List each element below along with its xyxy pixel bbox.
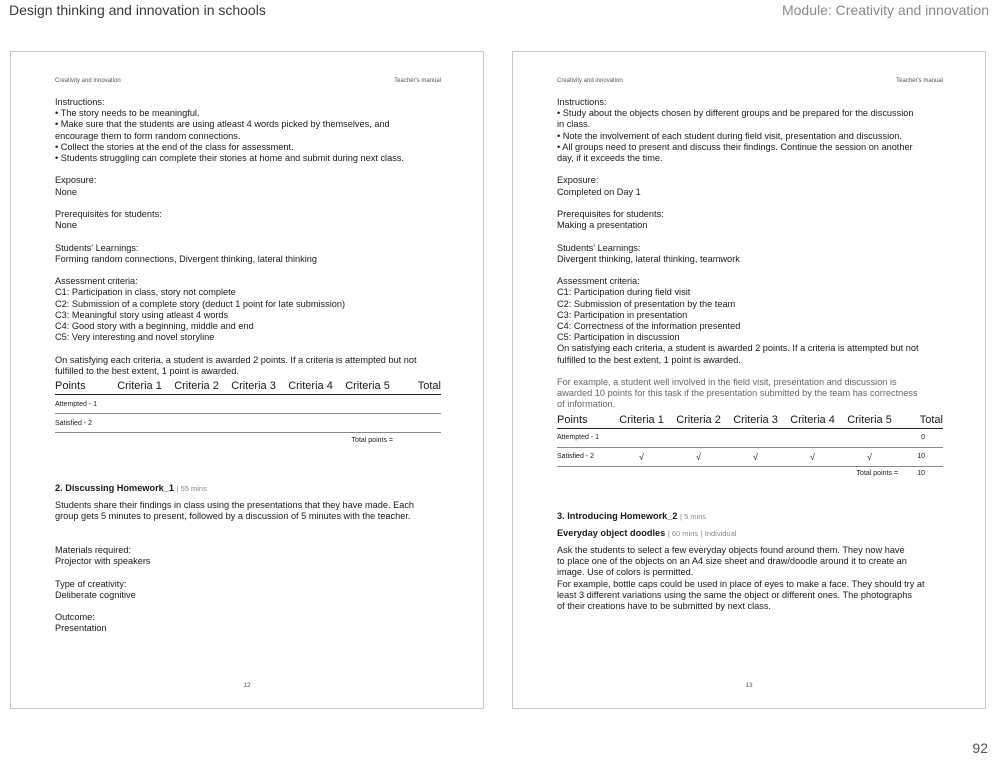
learnings-label: Students' Learnings: xyxy=(557,242,641,253)
table-header-cell: Criteria 3 xyxy=(733,413,778,426)
activity-duration: 60 mins xyxy=(671,528,699,538)
table-total-row xyxy=(557,467,943,481)
table-header-cell: Criteria 5 xyxy=(847,413,892,426)
table-row xyxy=(557,448,943,467)
exposure-label: Exposure: xyxy=(55,175,97,186)
exposure-value: None xyxy=(55,186,77,197)
row-label: Satisfied - 2 xyxy=(55,419,92,427)
prerequisites-label: Prerequisites for students: xyxy=(557,209,664,219)
learnings-value: Forming random connections, Divergent thinking, lateral thinking xyxy=(55,253,317,264)
activity-heading: Everyday object doodles | 60 mins | Individual xyxy=(557,527,737,538)
table-row xyxy=(55,414,441,433)
activity-text-line: image. Use of colors is permitted. xyxy=(557,567,694,578)
example-line: of information. xyxy=(557,399,616,410)
manual-page-left xyxy=(10,51,484,709)
creativity-type-label: Type of creativity: xyxy=(55,578,127,589)
activity-text-line: For example, bottle caps could be used in place of eyes to make a face. They should try at xyxy=(557,578,925,589)
scoring-line: fulfilled to the best extent, 1 point is awarded. xyxy=(557,354,741,365)
outcome-label: Outcome: xyxy=(55,612,95,623)
instruction-line: • Make sure that the students are using atleast 4 words picked by themselves, and xyxy=(55,119,390,130)
row-label: Attempted - 1 xyxy=(557,434,600,442)
criterion-line: C2: Submission of presentation by the team xyxy=(557,298,736,309)
check-mark: √ xyxy=(639,451,644,462)
assessment-label: Assessment criteria: xyxy=(55,276,138,287)
instruction-line: day, if it exceeds the time. xyxy=(557,153,663,164)
section-heading: 3. Introducing Homework_2 | 5 mins xyxy=(557,510,707,521)
prerequisites-value: None xyxy=(55,220,77,231)
table-header-cell: Criteria 4 xyxy=(790,413,835,426)
criterion-line: C4: Good story with a beginning, middle and end xyxy=(55,321,254,331)
instruction-line: • All groups need to present and discuss their findings. Continue the session on another xyxy=(557,141,913,152)
assessment-label: Assessment criteria: xyxy=(557,276,640,287)
activity-text-line: to place one of the objects on an A4 size sheet and draw/doodle around it to create an xyxy=(557,556,907,567)
page-header-left: Creativity and innovation xyxy=(557,78,623,84)
learnings-label: Students' Learnings: xyxy=(55,242,139,253)
check-mark: √ xyxy=(810,451,815,462)
check-mark: √ xyxy=(696,451,701,462)
page-header-right: Teacher's manual xyxy=(896,78,943,84)
instruction-line: in class. xyxy=(557,119,591,130)
instruction-line: • Collect the stories at the end of the class for assessment. xyxy=(55,141,294,152)
instruction-line: encourage them to form random connections. xyxy=(55,130,241,141)
page-header xyxy=(55,78,441,84)
table-row xyxy=(55,395,441,414)
scoring-line: On satisfying each criteria, a student is awarded 2 points. If a criteria is attempted but not xyxy=(55,354,417,365)
points-table xyxy=(557,414,943,481)
prerequisites-value: Making a presentation xyxy=(557,220,648,231)
module-title: Module: Creativity and innovation xyxy=(781,2,989,18)
table-header-cell: Criteria 2 xyxy=(676,413,721,426)
section-title: 2. Discussing Homework_1 xyxy=(55,483,174,493)
section-text-line: Students share their findings in class using the presentations that they have made. Each xyxy=(55,500,415,511)
prerequisites-label: Prerequisites for students: xyxy=(55,209,162,219)
total-points-value: 10 xyxy=(917,470,925,478)
activity-text-line: least 3 different variations using the same the object or different ones. The photographs xyxy=(557,589,912,600)
criterion-line: C5: Participation in discussion xyxy=(557,332,680,343)
materials-value: Projector with speakers xyxy=(55,556,151,567)
table-header-cell: Points xyxy=(557,413,588,426)
activity-title: Everyday object doodles xyxy=(557,527,666,538)
exposure-label: Exposure: xyxy=(557,175,599,186)
table-header-cell: Criteria 5 xyxy=(345,380,390,392)
slide-number: 92 xyxy=(972,740,988,756)
table-header-row xyxy=(55,380,441,395)
row-total: 0 xyxy=(921,434,925,442)
table-total-row xyxy=(55,433,441,447)
row-total: 10 xyxy=(917,453,925,461)
scoring-line: fulfilled to the best extent, 1 point is awarded. xyxy=(55,365,239,376)
example-line: For example, a student well involved in the field visit, presentation and discussion is xyxy=(557,377,897,387)
points-table xyxy=(55,380,441,447)
table-header-cell: Total xyxy=(919,413,943,426)
total-points-label: Total points = xyxy=(856,470,898,478)
check-mark: √ xyxy=(753,451,758,462)
scoring-line: On satisfying each criteria, a student is awarded 2 points. If a criteria is attempted but not xyxy=(557,343,919,354)
table-header-cell: Criteria 4 xyxy=(288,380,333,392)
section-heading: 2. Discussing Homework_1 | 55 mins xyxy=(55,483,207,493)
total-points-label: Total points = xyxy=(351,436,393,444)
criterion-line: C5: Very interesting and novel storyline xyxy=(55,332,215,343)
outcome-value: Presentation xyxy=(55,623,107,634)
activity-text-line: Ask the students to select a few everyday objects found around them. They now have xyxy=(557,545,905,556)
manual-page-right xyxy=(512,51,986,709)
exposure-value: Completed on Day 1 xyxy=(557,186,641,197)
page-number: 13 xyxy=(745,682,753,689)
instructions-label: Instructions: xyxy=(557,97,607,107)
instructions-label: Instructions: xyxy=(55,97,105,107)
book-title: Design thinking and innovation in schools xyxy=(9,2,266,18)
table-header-cell: Criteria 1 xyxy=(117,380,162,392)
creativity-type-value: Deliberate cognitive xyxy=(55,589,136,600)
criterion-line: C1: Participation during field visit xyxy=(557,287,691,298)
table-header-cell: Criteria 1 xyxy=(619,413,664,426)
page-number: 12 xyxy=(243,682,251,689)
instruction-line: • Note the involvement of each student during field visit, presentation and discussion. xyxy=(557,130,902,141)
criterion-line: C1: Participation in class, story not complete xyxy=(55,287,236,298)
criterion-line: C2: Submission of a complete story (deduct 1 point for late submission) xyxy=(55,298,346,309)
section-title: 3. Introducing Homework_2 xyxy=(557,510,678,521)
table-header-row xyxy=(557,414,943,429)
criterion-line: C4: Correctness of the information presented xyxy=(557,321,741,331)
row-label: Attempted - 1 xyxy=(55,400,98,408)
table-row xyxy=(557,429,943,448)
section-duration: 5 mins xyxy=(684,511,707,521)
table-header-cell: Criteria 3 xyxy=(231,380,276,392)
page-header-left: Creativity and innovation xyxy=(55,78,121,84)
table-header-cell: Points xyxy=(55,380,86,392)
check-mark: √ xyxy=(867,451,872,462)
criterion-line: C3: Meaningful story using atleast 4 words xyxy=(55,309,229,320)
table-header-cell: Criteria 2 xyxy=(174,380,219,392)
example-line: awarded 10 points for this task if the presentation submitted by the team has correctness xyxy=(557,388,918,399)
instruction-line: • Study about the objects chosen by different groups and be prepared for the discussion xyxy=(557,108,914,119)
materials-label: Materials required: xyxy=(55,544,132,555)
activity-mode: Individual xyxy=(704,528,737,538)
instruction-line: • Students struggling can complete their stories at home and submit during next class. xyxy=(55,153,404,164)
section-text-line: group gets 5 minutes to present, followed by a discussion of 5 minutes with the teacher. xyxy=(55,511,411,522)
page-header xyxy=(557,78,943,84)
page-header-right: Teacher's manual xyxy=(394,78,441,84)
learnings-value: Divergent thinking, lateral thinking, teamwork xyxy=(557,253,740,264)
table-header-cell: Total xyxy=(417,380,441,392)
criterion-line: C3: Participation in presentation xyxy=(557,309,688,320)
activity-text-line: of their creations have to be submitted by next class. xyxy=(557,601,771,612)
instruction-line: • The story needs to be meaningful. xyxy=(55,108,200,119)
section-duration: 55 mins xyxy=(180,484,207,493)
row-label: Satisfied - 2 xyxy=(557,453,594,461)
